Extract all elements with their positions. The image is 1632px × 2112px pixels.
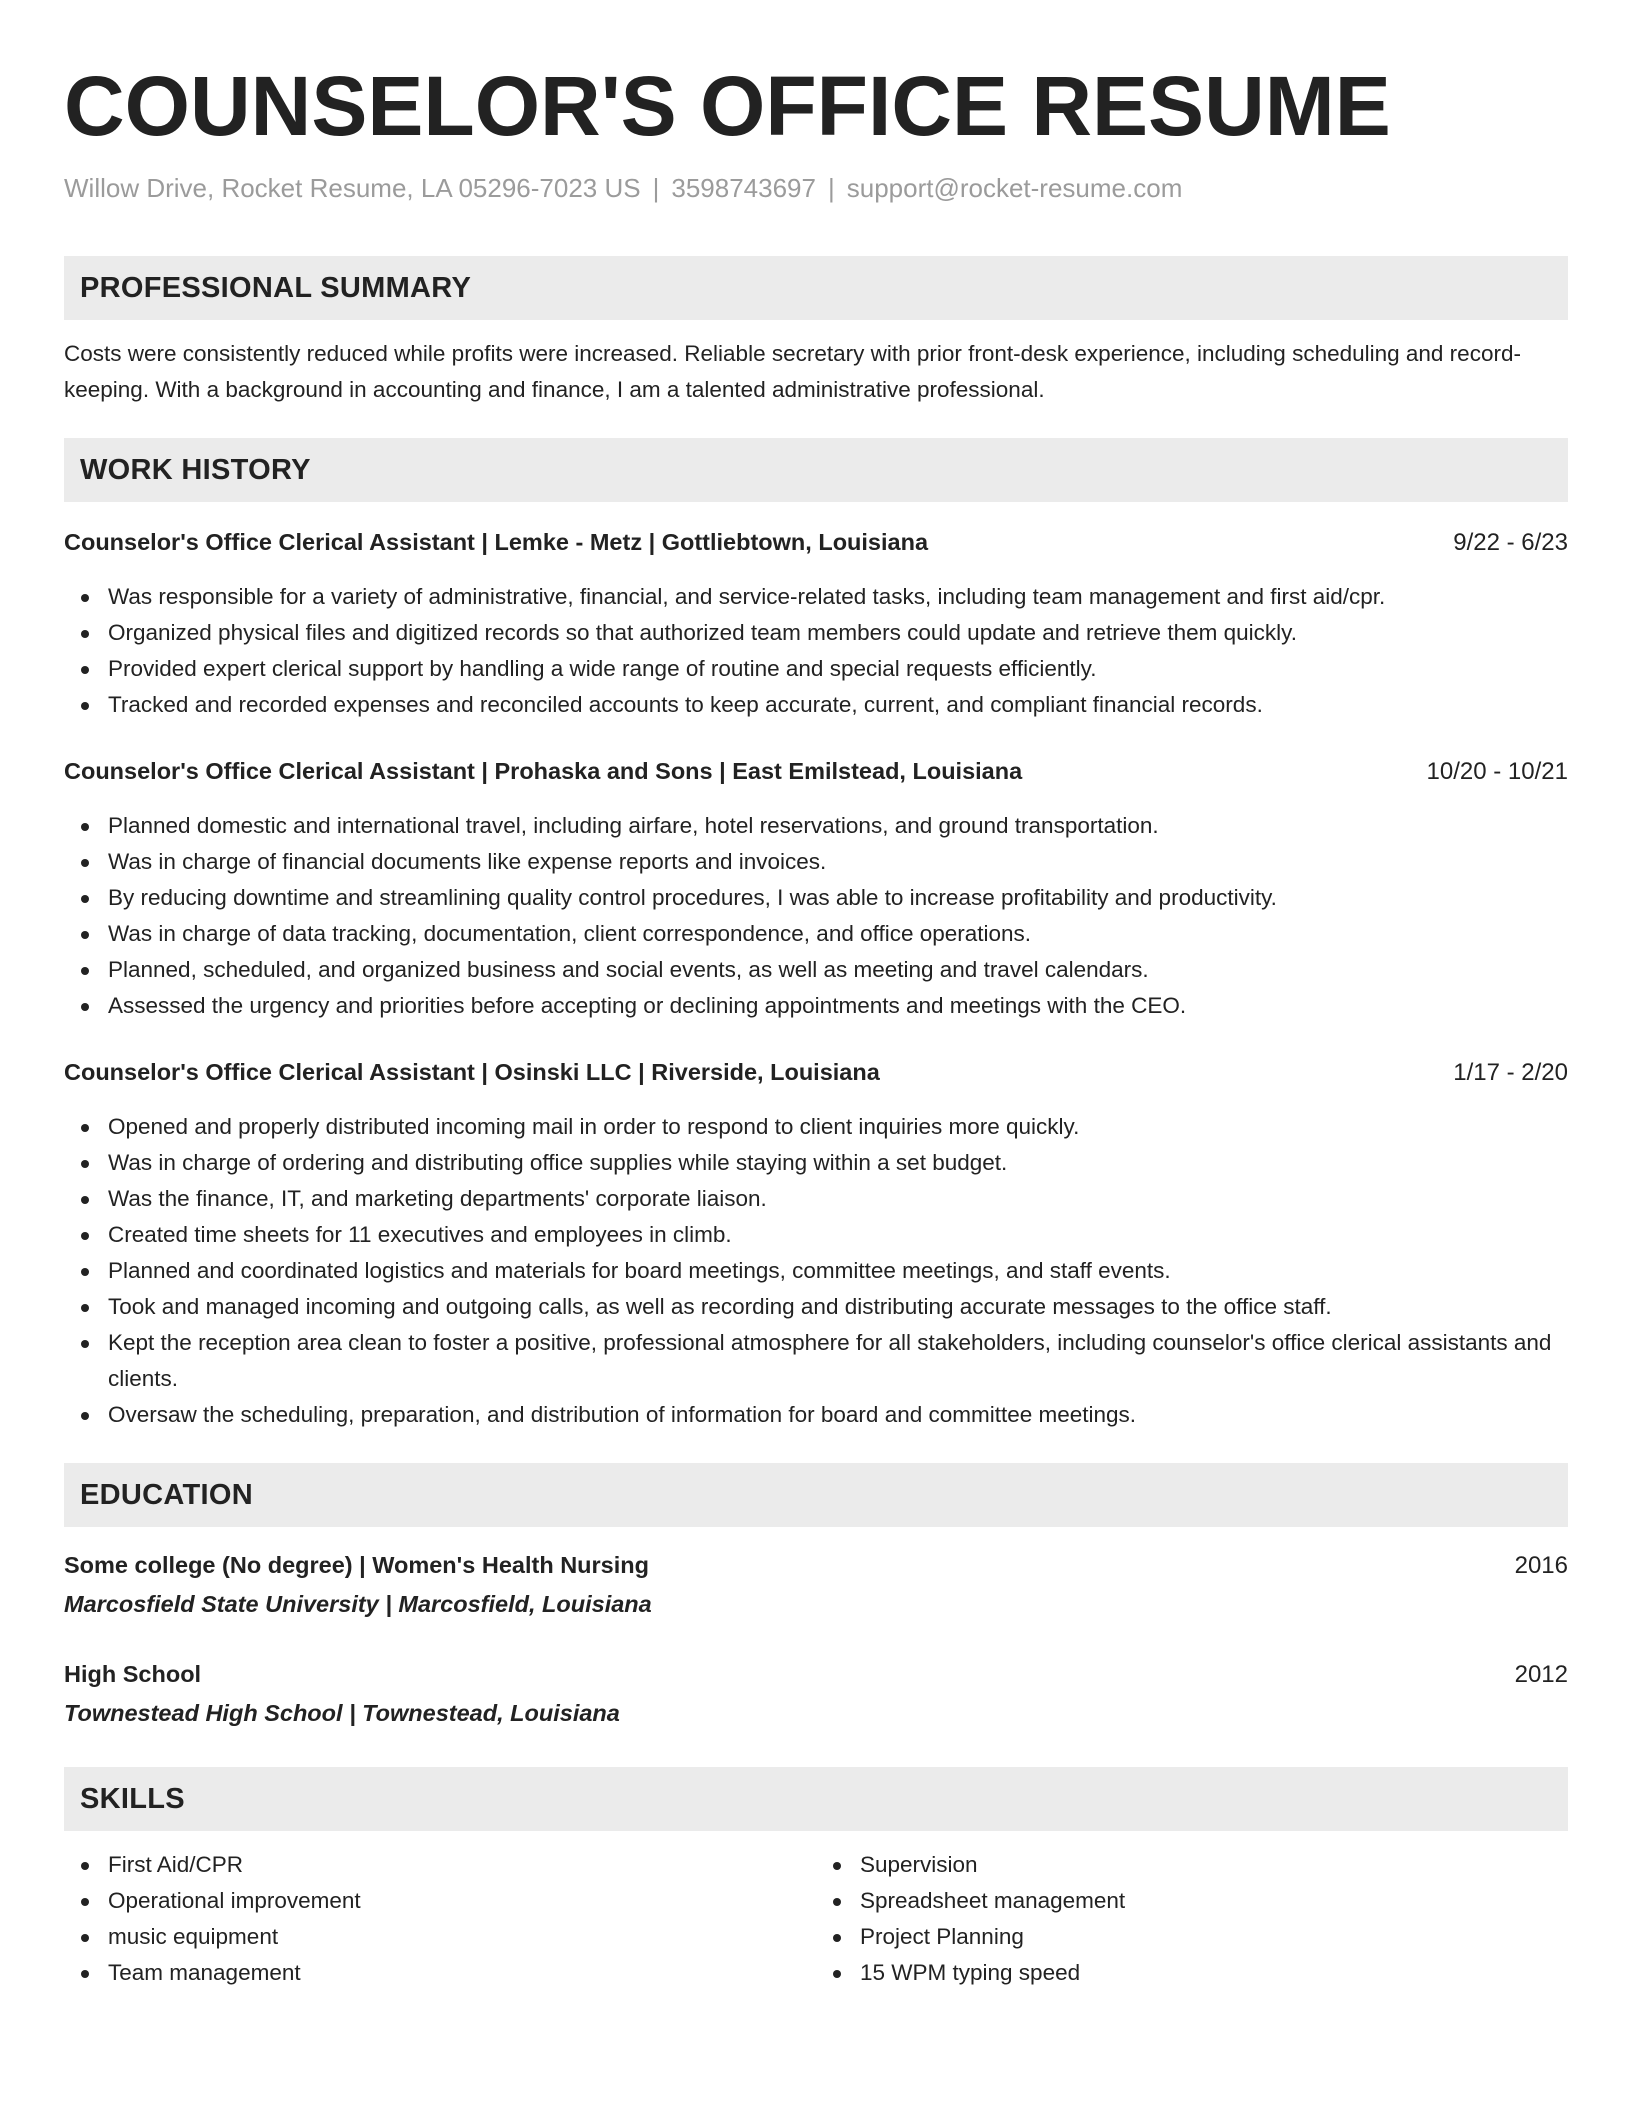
job-duty: Was in charge of data tracking, documentation, client correspondence, and office operations. [108,916,1568,952]
education-year: 2016 [1514,1552,1568,1579]
job-title: Counselor's Office Clerical Assistant | Osinski LLC | Riverside, Louisiana [64,1059,880,1085]
job-duty: Opened and properly distributed incoming mail in order to respond to client inquiries more quickly. [108,1109,1568,1145]
job-duty: Tracked and recorded expenses and reconciled accounts to keep accurate, current, and compliant financial records. [108,687,1568,723]
summary-text: Costs were consistently reduced while profits were increased. Reliable secretary with prior front-desk experience, including scheduling and record-keeping. With a background in accounting and finance, I am a talented administrative professional. [64,341,1521,402]
section-header-summary: PROFESSIONAL SUMMARY [64,256,1568,320]
job-duty: Planned domestic and international travel, including airfare, hotel reservations, and ground transportation. [108,808,1568,844]
education-entry [64,1547,1568,1622]
job-entry [64,524,1568,723]
job-entry [64,1054,1568,1433]
job-dates: 10/20 - 10/21 [1426,758,1568,785]
resume-title: COUNSELOR'S OFFICE RESUME [64,59,1391,153]
job-duties [64,1109,1568,1433]
contact-separator: | [652,173,660,203]
job-duty: Created time sheets for 11 executives and employees in climb. [108,1217,1568,1253]
skill-item: music equipment [108,1919,816,1955]
job-dates: 1/17 - 2/20 [1453,1059,1568,1086]
contact-separator: | [827,173,835,203]
section-header-education: EDUCATION [64,1463,1568,1527]
job-duty: Planned and coordinated logistics and materials for board meetings, committee meetings, and staff events. [108,1253,1568,1289]
school-name: Townestead High School | Townestead, Louisiana [64,1700,620,1726]
job-title: Counselor's Office Clerical Assistant | Lemke - Metz | Gottliebtown, Louisiana [64,529,929,555]
education-entry [64,1656,1568,1731]
skill-item: Spreadsheet management [860,1883,1568,1919]
job-entry [64,753,1568,1024]
skill-item: Project Planning [860,1919,1568,1955]
education-year: 2012 [1514,1661,1568,1688]
degree-title: Some college (No degree) | Women's Health Nursing [64,1552,649,1578]
skill-item: First Aid/CPR [108,1847,816,1883]
skill-item: Team management [108,1955,816,1991]
section-header-skills: SKILLS [64,1767,1568,1831]
job-dates: 9/22 - 6/23 [1453,529,1568,556]
job-duty: Kept the reception area clean to foster a positive, professional atmosphere for all stakeholders, including counselor's office clerical assistants and clients. [108,1325,1568,1397]
skill-item: 15 WPM typing speed [860,1955,1568,1991]
job-duty: Oversaw the scheduling, preparation, and distribution of information for board and committee meetings. [108,1397,1568,1433]
skills-column-right [816,1847,1568,1991]
job-duties [64,579,1568,723]
job-duty: Was the finance, IT, and marketing departments' corporate liaison. [108,1181,1568,1217]
school-name: Marcosfield State University | Marcosfield, Louisiana [64,1591,652,1617]
job-duty: Took and managed incoming and outgoing calls, as well as recording and distributing accurate messages to the office staff. [108,1289,1568,1325]
email-address: support@rocket-resume.com [846,173,1183,203]
skills-list [64,1847,1568,1991]
job-duty: Organized physical files and digitized records so that authorized team members could update and retrieve them quickly. [108,615,1568,651]
contact-line [64,170,1568,206]
job-title: Counselor's Office Clerical Assistant | Prohaska and Sons | East Emilstead, Louisiana [64,758,1023,784]
job-duty: Planned, scheduled, and organized business and social events, as well as meeting and travel calendars. [108,952,1568,988]
job-duty: Provided expert clerical support by handling a wide range of routine and special requests efficiently. [108,651,1568,687]
job-duties [64,808,1568,1024]
skill-item: Operational improvement [108,1883,816,1919]
job-duty: Was responsible for a variety of administrative, financial, and service-related tasks, including team management and first aid/cpr. [108,579,1568,615]
job-duty: Was in charge of ordering and distributing office supplies while staying within a set budget. [108,1145,1568,1181]
section-header-work-history: WORK HISTORY [64,438,1568,502]
address: Willow Drive, Rocket Resume, LA 05296-7023 US [64,173,641,203]
skill-item: Supervision [860,1847,1568,1883]
job-duty: By reducing downtime and streamlining quality control procedures, I was able to increase profitability and productivity. [108,880,1568,916]
skills-column-left [64,1847,816,1991]
job-duty: Was in charge of financial documents like expense reports and invoices. [108,844,1568,880]
job-duty: Assessed the urgency and priorities before accepting or declining appointments and meetings with the CEO. [108,988,1568,1024]
degree-title: High School [64,1661,202,1687]
phone-number: 3598743697 [671,173,816,203]
